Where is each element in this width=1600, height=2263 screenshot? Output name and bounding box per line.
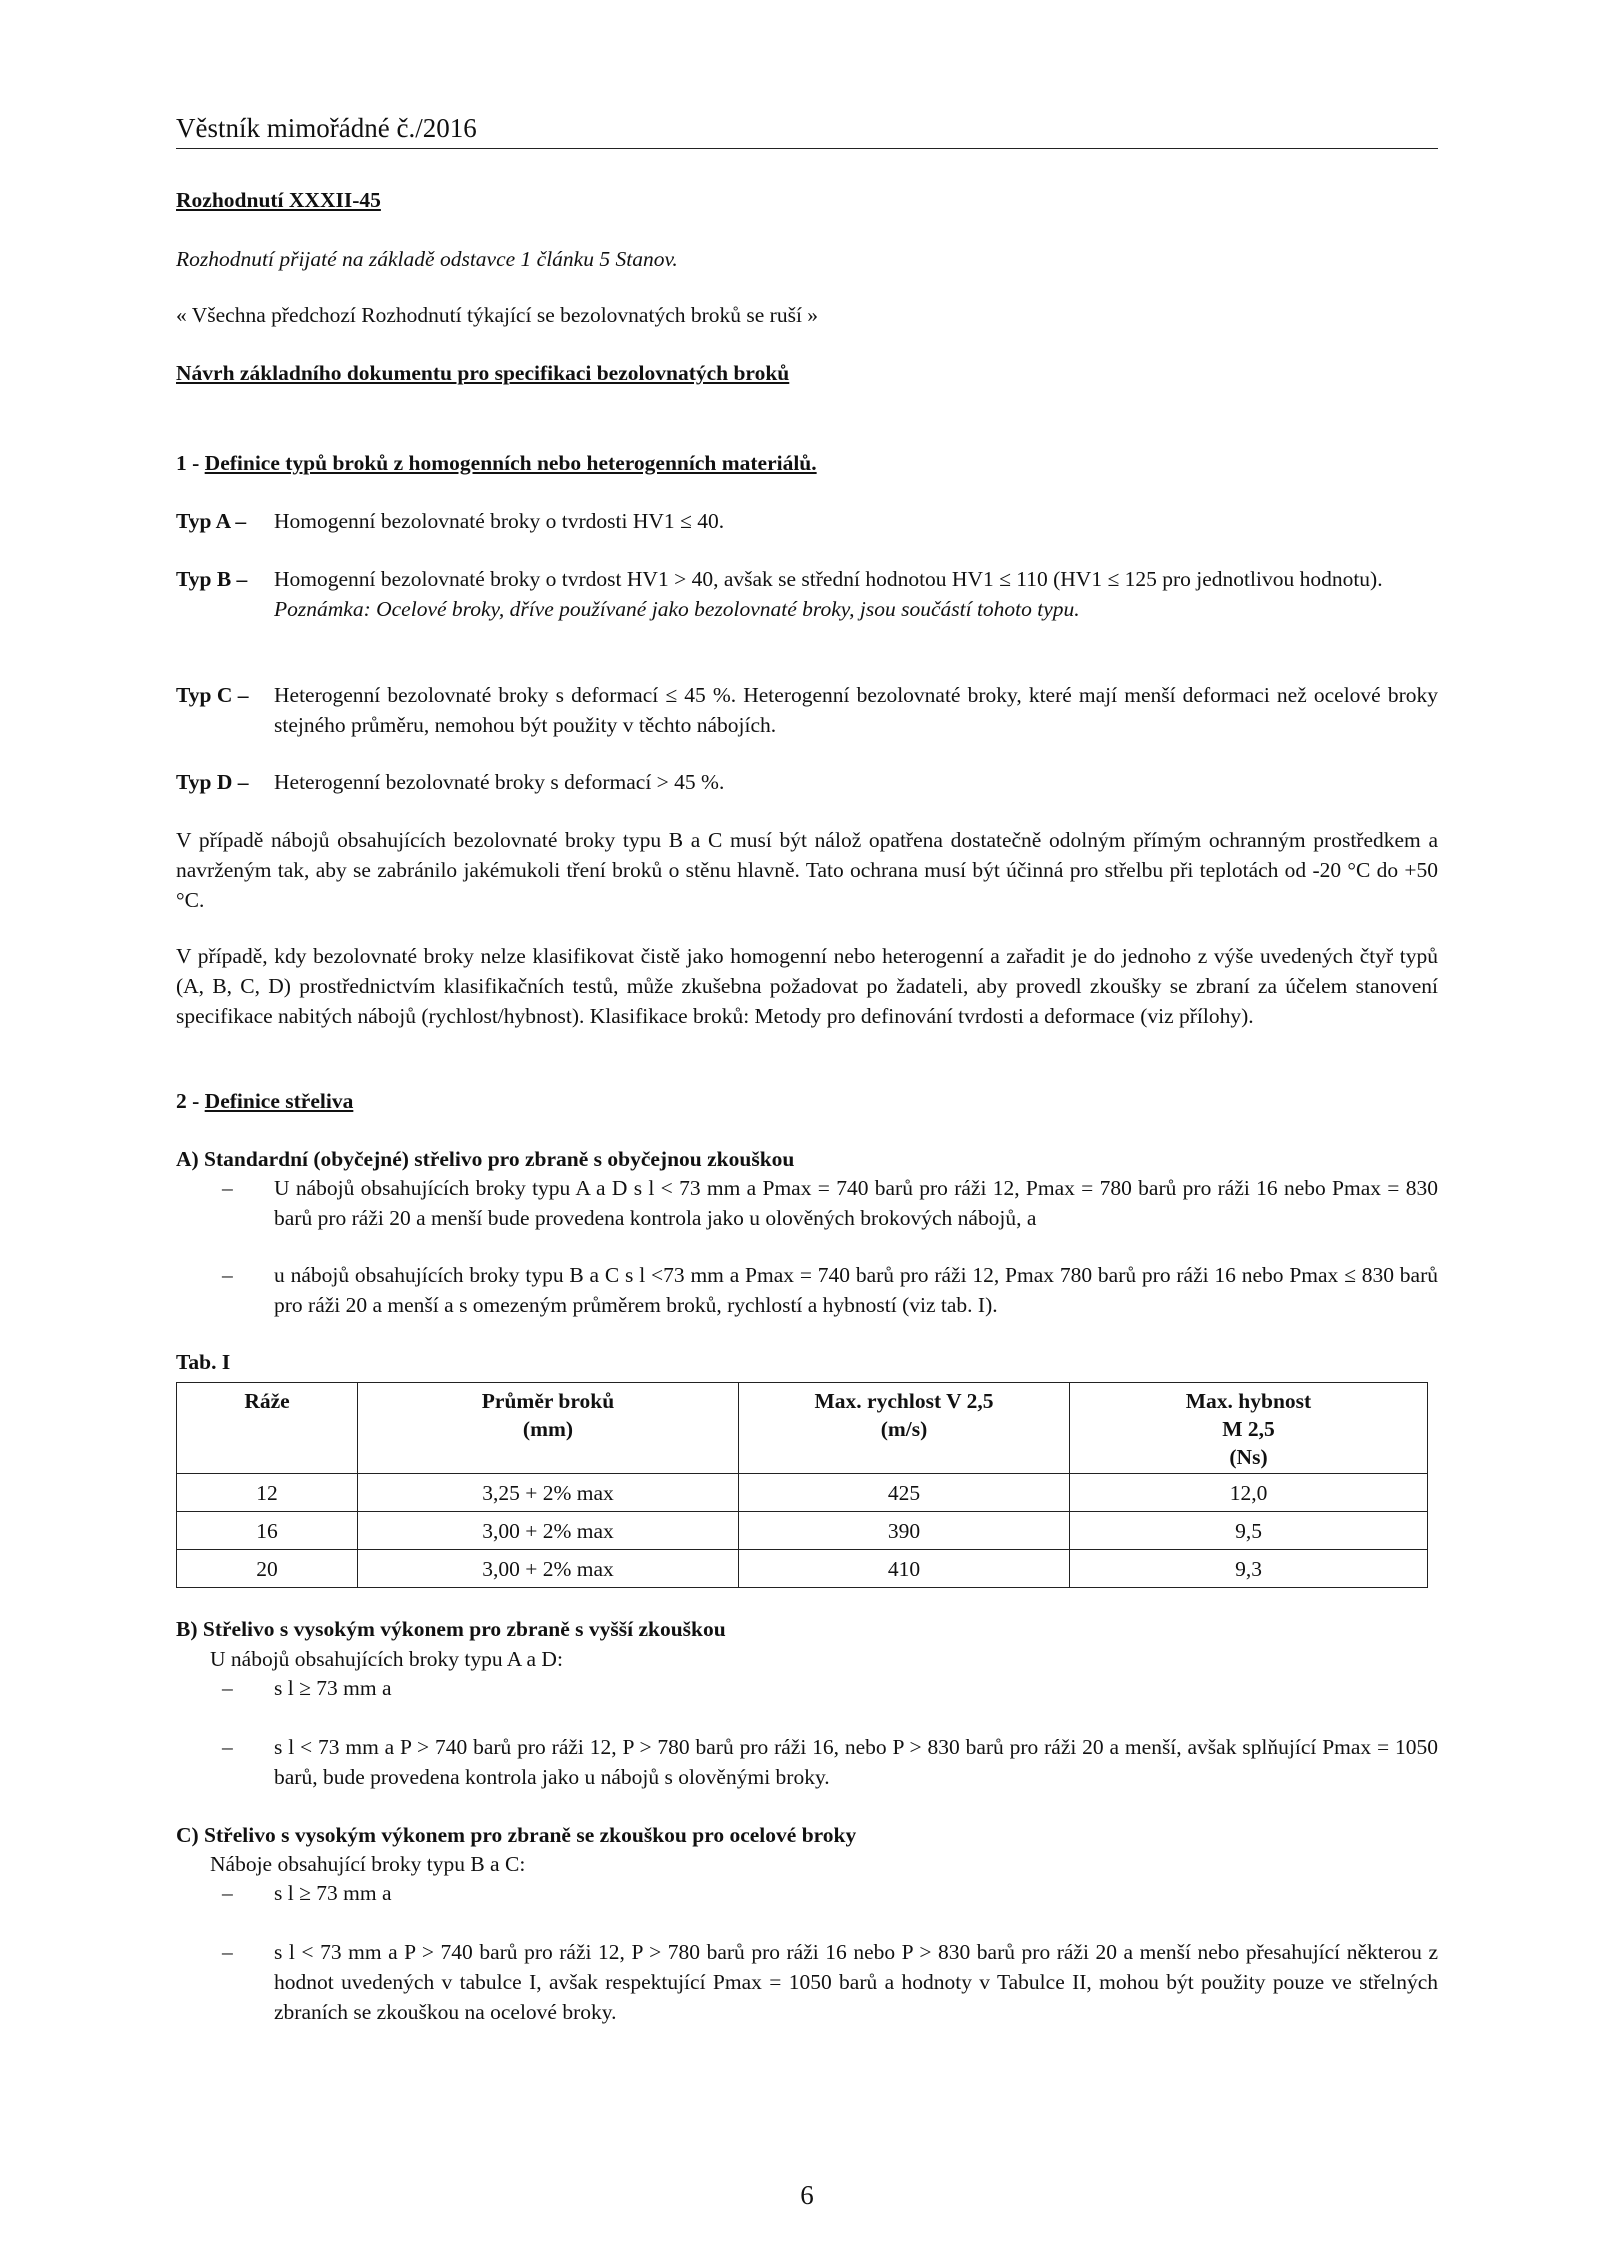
table-cell: 410	[739, 1550, 1070, 1588]
type-d-label: Typ D –	[176, 770, 249, 794]
subsection-b-item-text: s l ≥ 73 mm a	[274, 1676, 392, 1700]
table-header-cell	[177, 1383, 358, 1474]
table-cell: 12	[177, 1474, 358, 1512]
table-header-cell	[358, 1383, 739, 1474]
table-header-row	[177, 1383, 1428, 1474]
subsection-c-item-text: s l < 73 mm a P > 740 barů pro ráži 12, P > 780 barů pro ráži 16 nebo P > 830 barů pro ráži 20 a menší nebo přesahující některou z hodnot uvedených v tabulce I, avšak respektující Pmax = 1050 barů a hodnoty v Tabulce II, mohou být použity pouze ve střelných zbraních se zkouškou na ocelové broky.	[274, 1940, 1438, 2024]
table-cell: 16	[177, 1512, 358, 1550]
header-line: Max. hybnost	[1185, 1389, 1312, 1413]
header-line: (Ns)	[1229, 1445, 1268, 1469]
type-b-text: Homogenní bezolovnaté broky o tvrdost HV1 > 40, avšak se střední hodnotou HV1 ≤ 110 (HV1 ≤ 125 pro jednotlivou hodnotu).	[274, 567, 1383, 591]
dash-bullet: –	[222, 1676, 233, 1700]
section1-heading	[176, 448, 1438, 478]
page-number: 6	[800, 2180, 814, 2210]
section1-title: Definice typů broků z homogenních nebo heterogenních materiálů.	[204, 451, 817, 475]
table-cell: 425	[739, 1474, 1070, 1512]
table-cell: 9,3	[1070, 1550, 1428, 1588]
subsection-a-item-text: u nábojů obsahujících broky typu B a C s l <73 mm a Pmax = 740 barů pro ráži 12, Pmax 780 barů pro ráži 16 nebo Pmax ≤ 830 barů pro ráži 20 a menší a s omezeným průměrem broků, rychlostí a hybností (viz tab. I).	[274, 1263, 1438, 1317]
dash-bullet: –	[222, 1940, 233, 1964]
subsection-c-title: C) Střelivo s vysokým výkonem pro zbraně se zkouškou pro ocelové broky	[176, 1823, 857, 1847]
type-b	[176, 564, 1438, 624]
table-cell: 3,25 + 2% max	[358, 1474, 739, 1512]
table-cell: 9,5	[1070, 1512, 1428, 1550]
type-a-label: Typ A –	[176, 509, 247, 533]
type-d	[176, 767, 1438, 797]
table-header-cell	[739, 1383, 1070, 1474]
document-page	[176, 0, 1438, 2263]
table-cell: 3,00 + 2% max	[358, 1550, 739, 1588]
type-a	[176, 506, 1438, 536]
subsection-c-item-text: s l ≥ 73 mm a	[274, 1881, 392, 1905]
type-c-label: Typ C –	[176, 683, 249, 707]
type-b-note: Poznámka: Ocelové broky, dříve používané jako bezolovnaté broky, jsou součástí tohoto typu.	[274, 597, 1080, 621]
table-row	[177, 1512, 1428, 1550]
decision-subtitle: Rozhodnutí přijaté na základě odstavce 1 článku 5 Stanov.	[176, 247, 678, 271]
type-a-text: Homogenní bezolovnaté broky o tvrdosti HV1 ≤ 40.	[274, 509, 725, 533]
subsection-b-item	[176, 1673, 1438, 1703]
type-c	[176, 680, 1438, 740]
type-b-body	[274, 564, 1438, 624]
subsection-a-item-text: U nábojů obsahujících broky typu A a D s l < 73 mm a Pmax = 740 barů pro ráži 12, Pmax = 780 barů pro ráži 16 nebo Pmax = 830 barů pro ráži 20 a menší bude provedena kontrola jako u olověných brokových nábojů, a	[274, 1176, 1438, 1230]
dash-bullet: –	[222, 1176, 233, 1200]
table-1	[176, 1382, 1428, 1588]
subsection-a-item	[176, 1260, 1438, 1320]
journal-header: Věstník mimořádné č./2016	[176, 112, 1438, 149]
decision-title: Rozhodnutí XXXII-45	[176, 188, 381, 212]
paragraph-classification: V případě, kdy bezolovnaté broky nelze klasifikovat čistě jako homogenní nebo heterogenní a zařadit je do jednoho z výše uvedených čtyř typů (A, B, C, D) prostřednictvím klasifikačních testů, může zkušebna požadovat po žadateli, aby provedl zkoušky se zbraní za účelem stanovení specifikace nabitých nábojů (rychlost/hybnost). Klasifikace broků: Metody pro definování tvrdosti a deformace (viz přílohy).	[176, 944, 1438, 1028]
type-c-text: Heterogenní bezolovnaté broky s deformací ≤ 45 %. Heterogenní bezolovnaté broky, které mají menší deformaci než ocelové broky stejného průměru, nemohou být použity v těchto nábojích.	[274, 683, 1438, 737]
section2-heading	[176, 1086, 1438, 1116]
paragraph-protection: V případě nábojů obsahujících bezolovnaté broky typu B a C musí být nálož opatřena dostatečně odolným přímým ochranným prostředkem a navrženým tak, aby se zabránilo jakémukoli tření broků o stěnu hlavně. Tato ochrana musí být účinná pro střelbu při teplotách od -20 °C do +50 °C.	[176, 828, 1438, 912]
subsection-c-intro: Náboje obsahující broky typu B a C:	[210, 1852, 526, 1876]
subsection-c-item	[176, 1937, 1438, 2027]
section2-title: Definice střeliva	[204, 1089, 354, 1113]
subsection-c-item	[176, 1878, 1438, 1908]
dash-bullet: –	[222, 1881, 233, 1905]
type-d-text: Heterogenní bezolovnaté broky s deformací > 45 %.	[274, 770, 725, 794]
section2-number: 2 -	[176, 1089, 205, 1113]
table-row	[177, 1550, 1428, 1588]
subsection-b-title: B) Střelivo s vysokým výkonem pro zbraně s vyšší zkouškou	[176, 1617, 726, 1641]
table-cell: 390	[739, 1512, 1070, 1550]
subsection-b-intro: U nábojů obsahujících broky typu A a D:	[210, 1647, 563, 1671]
dash-bullet: –	[222, 1263, 233, 1287]
subsection-a-item	[176, 1173, 1438, 1233]
header-line: (mm)	[522, 1417, 574, 1441]
header-line: Ráže	[244, 1389, 290, 1413]
table-header-cell	[1070, 1383, 1428, 1474]
table-label: Tab. I	[176, 1350, 231, 1374]
subsection-a-title: A) Standardní (obyčejné) střelivo pro zbraně s obyčejnou zkouškou	[176, 1147, 795, 1171]
dash-bullet: –	[222, 1735, 233, 1759]
subsection-b-item-text: s l < 73 mm a P > 740 barů pro ráži 12, P > 780 barů pro ráži 16, nebo P > 830 barů pro ráži 20 a menší, avšak splňující Pmax = 1050 barů, bude provedena kontrola jako u nábojů s olověnými broky.	[274, 1735, 1438, 1789]
header-line: (m/s)	[880, 1417, 928, 1441]
table-cell: 12,0	[1070, 1474, 1428, 1512]
header-line: Průměr broků	[481, 1389, 615, 1413]
section1-number: 1 -	[176, 451, 205, 475]
header-line: Max. rychlost V 2,5	[814, 1389, 994, 1413]
type-b-label: Typ B –	[176, 567, 248, 591]
table-row	[177, 1474, 1428, 1512]
draft-title: Návrh základního dokumentu pro specifikaci bezolovnatých broků	[176, 361, 790, 385]
header-line: M 2,5	[1222, 1417, 1275, 1441]
decision-quote: « Všechna předchozí Rozhodnutí týkající se bezolovnatých broků se ruší »	[176, 303, 819, 327]
table-cell: 20	[177, 1550, 358, 1588]
table-cell: 3,00 + 2% max	[358, 1512, 739, 1550]
subsection-b-item	[176, 1732, 1438, 1792]
